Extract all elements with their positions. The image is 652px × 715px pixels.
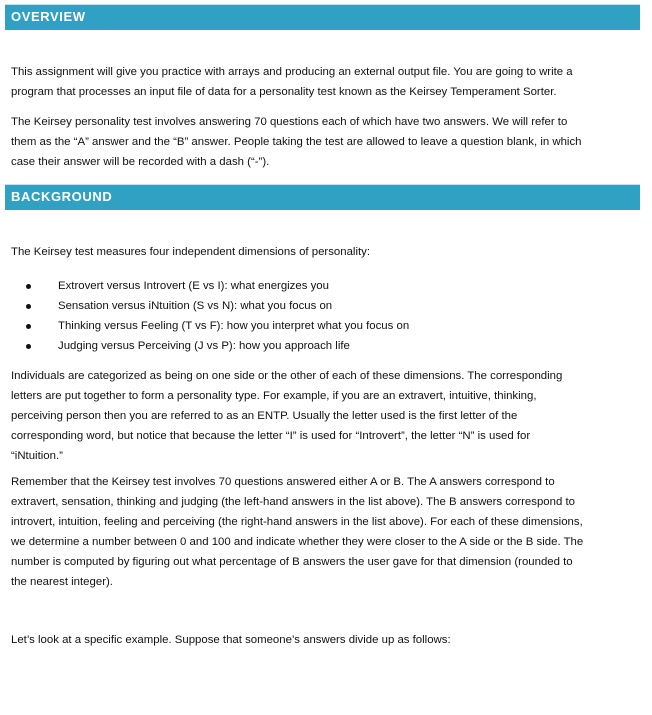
categorized-paragraph xyxy=(11,366,636,466)
dimension-list xyxy=(26,276,409,356)
text-line: number is computed by figuring out what percentage of B answers the user gave for that dimension (rounded to xyxy=(11,556,573,568)
text-line: This assignment will give you practice with arrays and producing an external output file. You are going to write a xyxy=(11,66,573,78)
text-line: introvert, intuition, feeling and perceiving (the right-hand answers in the list above). For each of these dimensions, xyxy=(11,516,583,528)
text-line: Individuals are categorized as being on one side or the other of each of these dimensions. The corresponding xyxy=(11,370,563,382)
overview-paragraph-2 xyxy=(11,112,636,172)
list-item xyxy=(26,336,409,356)
text-line: we determine a number between 0 and 100 and indicate whether they were closer to the A side or the B side. The xyxy=(11,536,584,548)
overview-heading: OVERVIEW xyxy=(11,9,86,24)
text-line: perceiving person then you are referred to as an ENTP. Usually the letter used is the first letter of the xyxy=(11,410,518,422)
list-item xyxy=(26,276,409,296)
text-line: them as the “A” answer and the “B” answer. People taking the test are allowed to leave a question blank, in which xyxy=(11,136,582,148)
text-line: letters are put together to form a personality type. For example, if you are an extravert, intuitive, thinking, xyxy=(11,390,537,402)
background-section-bar xyxy=(5,184,640,210)
list-item-text: Sensation versus iNtuition (S vs N): what you focus on xyxy=(58,300,333,312)
list-item xyxy=(26,316,409,336)
text-line: extravert, sensation, thinking and judging (the left-hand answers in the list above). The B answers correspond to xyxy=(11,496,575,508)
bullet-icon xyxy=(26,304,31,309)
list-item xyxy=(26,296,409,316)
text-line: Let’s look at a specific example. Suppose that someone’s answers divide up as follows: xyxy=(11,634,451,646)
text-line: Remember that the Keirsey test involves 70 questions answered either A or B. The A answers correspond to xyxy=(11,476,555,488)
overview-paragraph-1 xyxy=(11,62,636,102)
bullet-icon xyxy=(26,324,31,329)
text-line: The Keirsey personality test involves answering 70 questions each of which have two answers. We will refer to xyxy=(11,116,568,128)
text-line: “iNtuition.” xyxy=(11,450,63,462)
text-line: case their answer will be recorded with a dash (“-”). xyxy=(11,156,270,168)
bullet-icon xyxy=(26,344,31,349)
list-item-text: Judging versus Perceiving (J vs P): how you approach life xyxy=(58,340,350,352)
remember-paragraph xyxy=(11,472,636,592)
list-item-text: Extrovert versus Introvert (E vs I): what energizes you xyxy=(58,280,329,292)
background-intro xyxy=(11,242,636,262)
example-paragraph xyxy=(11,630,636,650)
list-item-text: Thinking versus Feeling (T vs F): how you interpret what you focus on xyxy=(58,320,410,332)
text-line: program that processes an input file of data for a personality test known as the Keirsey Temperament Sorter. xyxy=(11,86,557,98)
text-line: The Keirsey test measures four independent dimensions of personality: xyxy=(11,246,370,258)
text-line: the nearest integer). xyxy=(11,576,113,588)
text-line: corresponding word, but notice that because the letter “I” is used for “Introvert”, the letter “N” is used for xyxy=(11,430,531,442)
background-heading: BACKGROUND xyxy=(11,189,113,204)
bullet-icon xyxy=(26,284,31,289)
overview-section-bar xyxy=(5,4,640,30)
